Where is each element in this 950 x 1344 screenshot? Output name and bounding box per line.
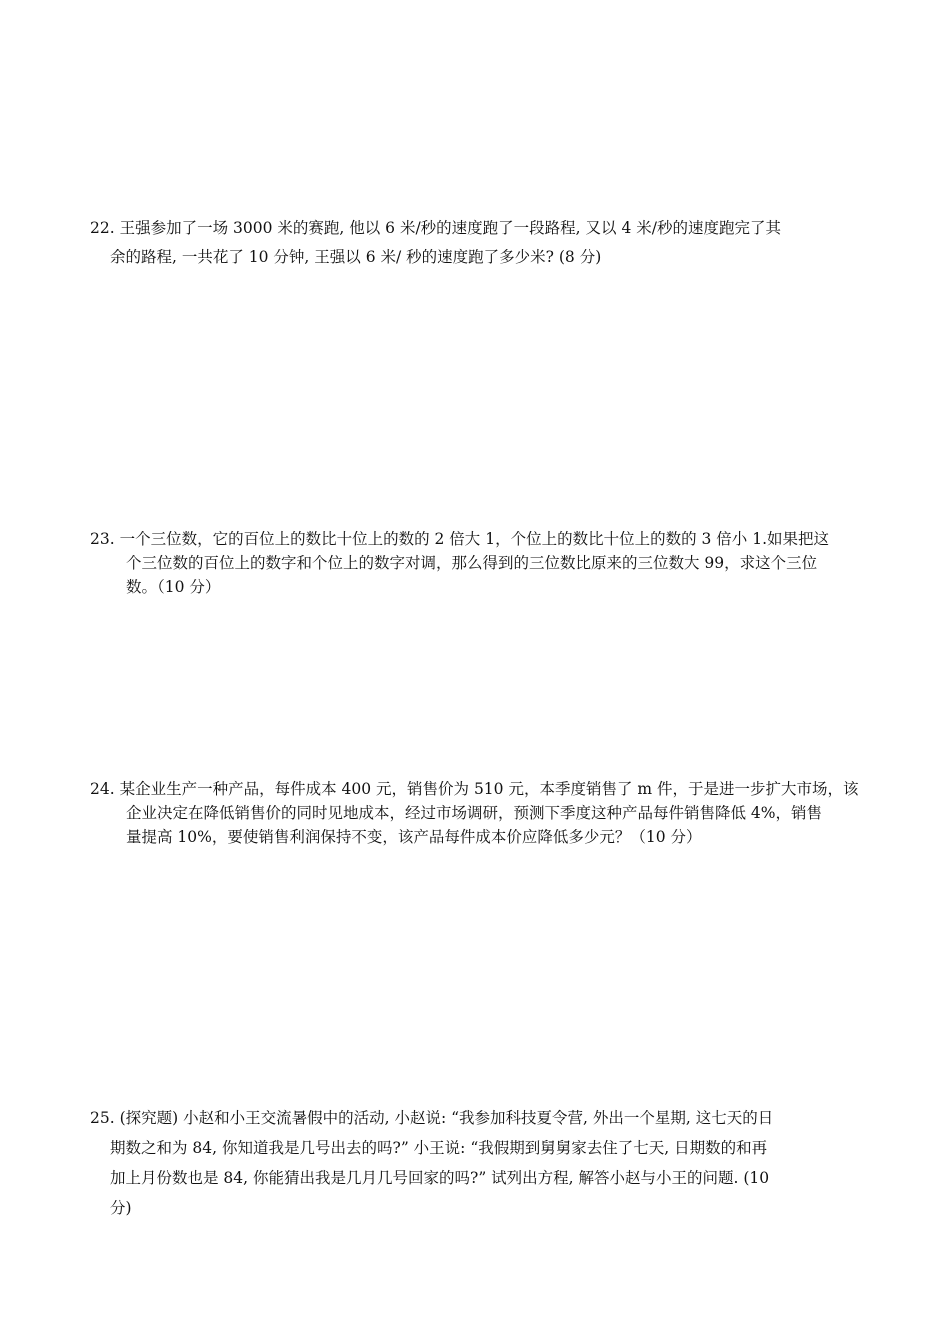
- question-22-line-2: 余的路程, 一共花了 10 分钟, 王强以 6 米/ 秒的速度跑了多少米? (8 分): [110, 248, 602, 266]
- question-25-line-2: 期数之和为 84, 你知道我是几号出去的吗?” 小王说: “我假期到舅舅家去住了七天, 日期数的和再: [110, 1139, 768, 1157]
- question-25-line-4: 分): [110, 1199, 132, 1217]
- question-23-line-2: 个三位数的百位上的数字和个位上的数字对调，那么得到的三位数比原来的三位数大 99，求这个三位: [126, 554, 818, 572]
- question-25: [90, 1103, 862, 1223]
- question-23-line-1: 23. 一个三位数，它的百位上的数比十位上的数的 2 倍大 1，个位上的数比十位上的数的 3 倍小 1.如果把这: [90, 530, 830, 548]
- question-24-line-3: 量提高 10%，要使销售利润保持不变，该产品每件成本价应降低多少元？（10 分）: [126, 828, 702, 846]
- question-25-line-1: 25. (探究题) 小赵和小王交流暑假中的活动, 小赵说: “我参加科技夏令营, 外出一个星期, 这七天的日: [90, 1109, 774, 1127]
- question-23: [90, 527, 862, 599]
- question-24-line-1: 24. 某企业生产一种产品，每件成本 400 元，销售价为 510 元，本季度销售了 m 件，于是进一步扩大市场，该: [90, 780, 859, 798]
- question-25-line-3: 加上月份数也是 84, 你能猜出我是几月几号回家的吗?” 试列出方程, 解答小赵与小王的问题. (10: [110, 1169, 770, 1187]
- question-24-line-2: 企业决定在降低销售价的同时见地成本，经过市场调研，预测下季度这种产品每件销售降低 4%，销售: [126, 804, 823, 822]
- question-23-line-3: 数。（10 分）: [126, 578, 221, 596]
- question-24: [90, 777, 862, 849]
- question-22-line-1: 22. 王强参加了一场 3000 米的赛跑, 他以 6 米/秒的速度跑了一段路程, 又以 4 米/秒的速度跑完了其: [90, 219, 781, 237]
- question-22: [90, 214, 862, 272]
